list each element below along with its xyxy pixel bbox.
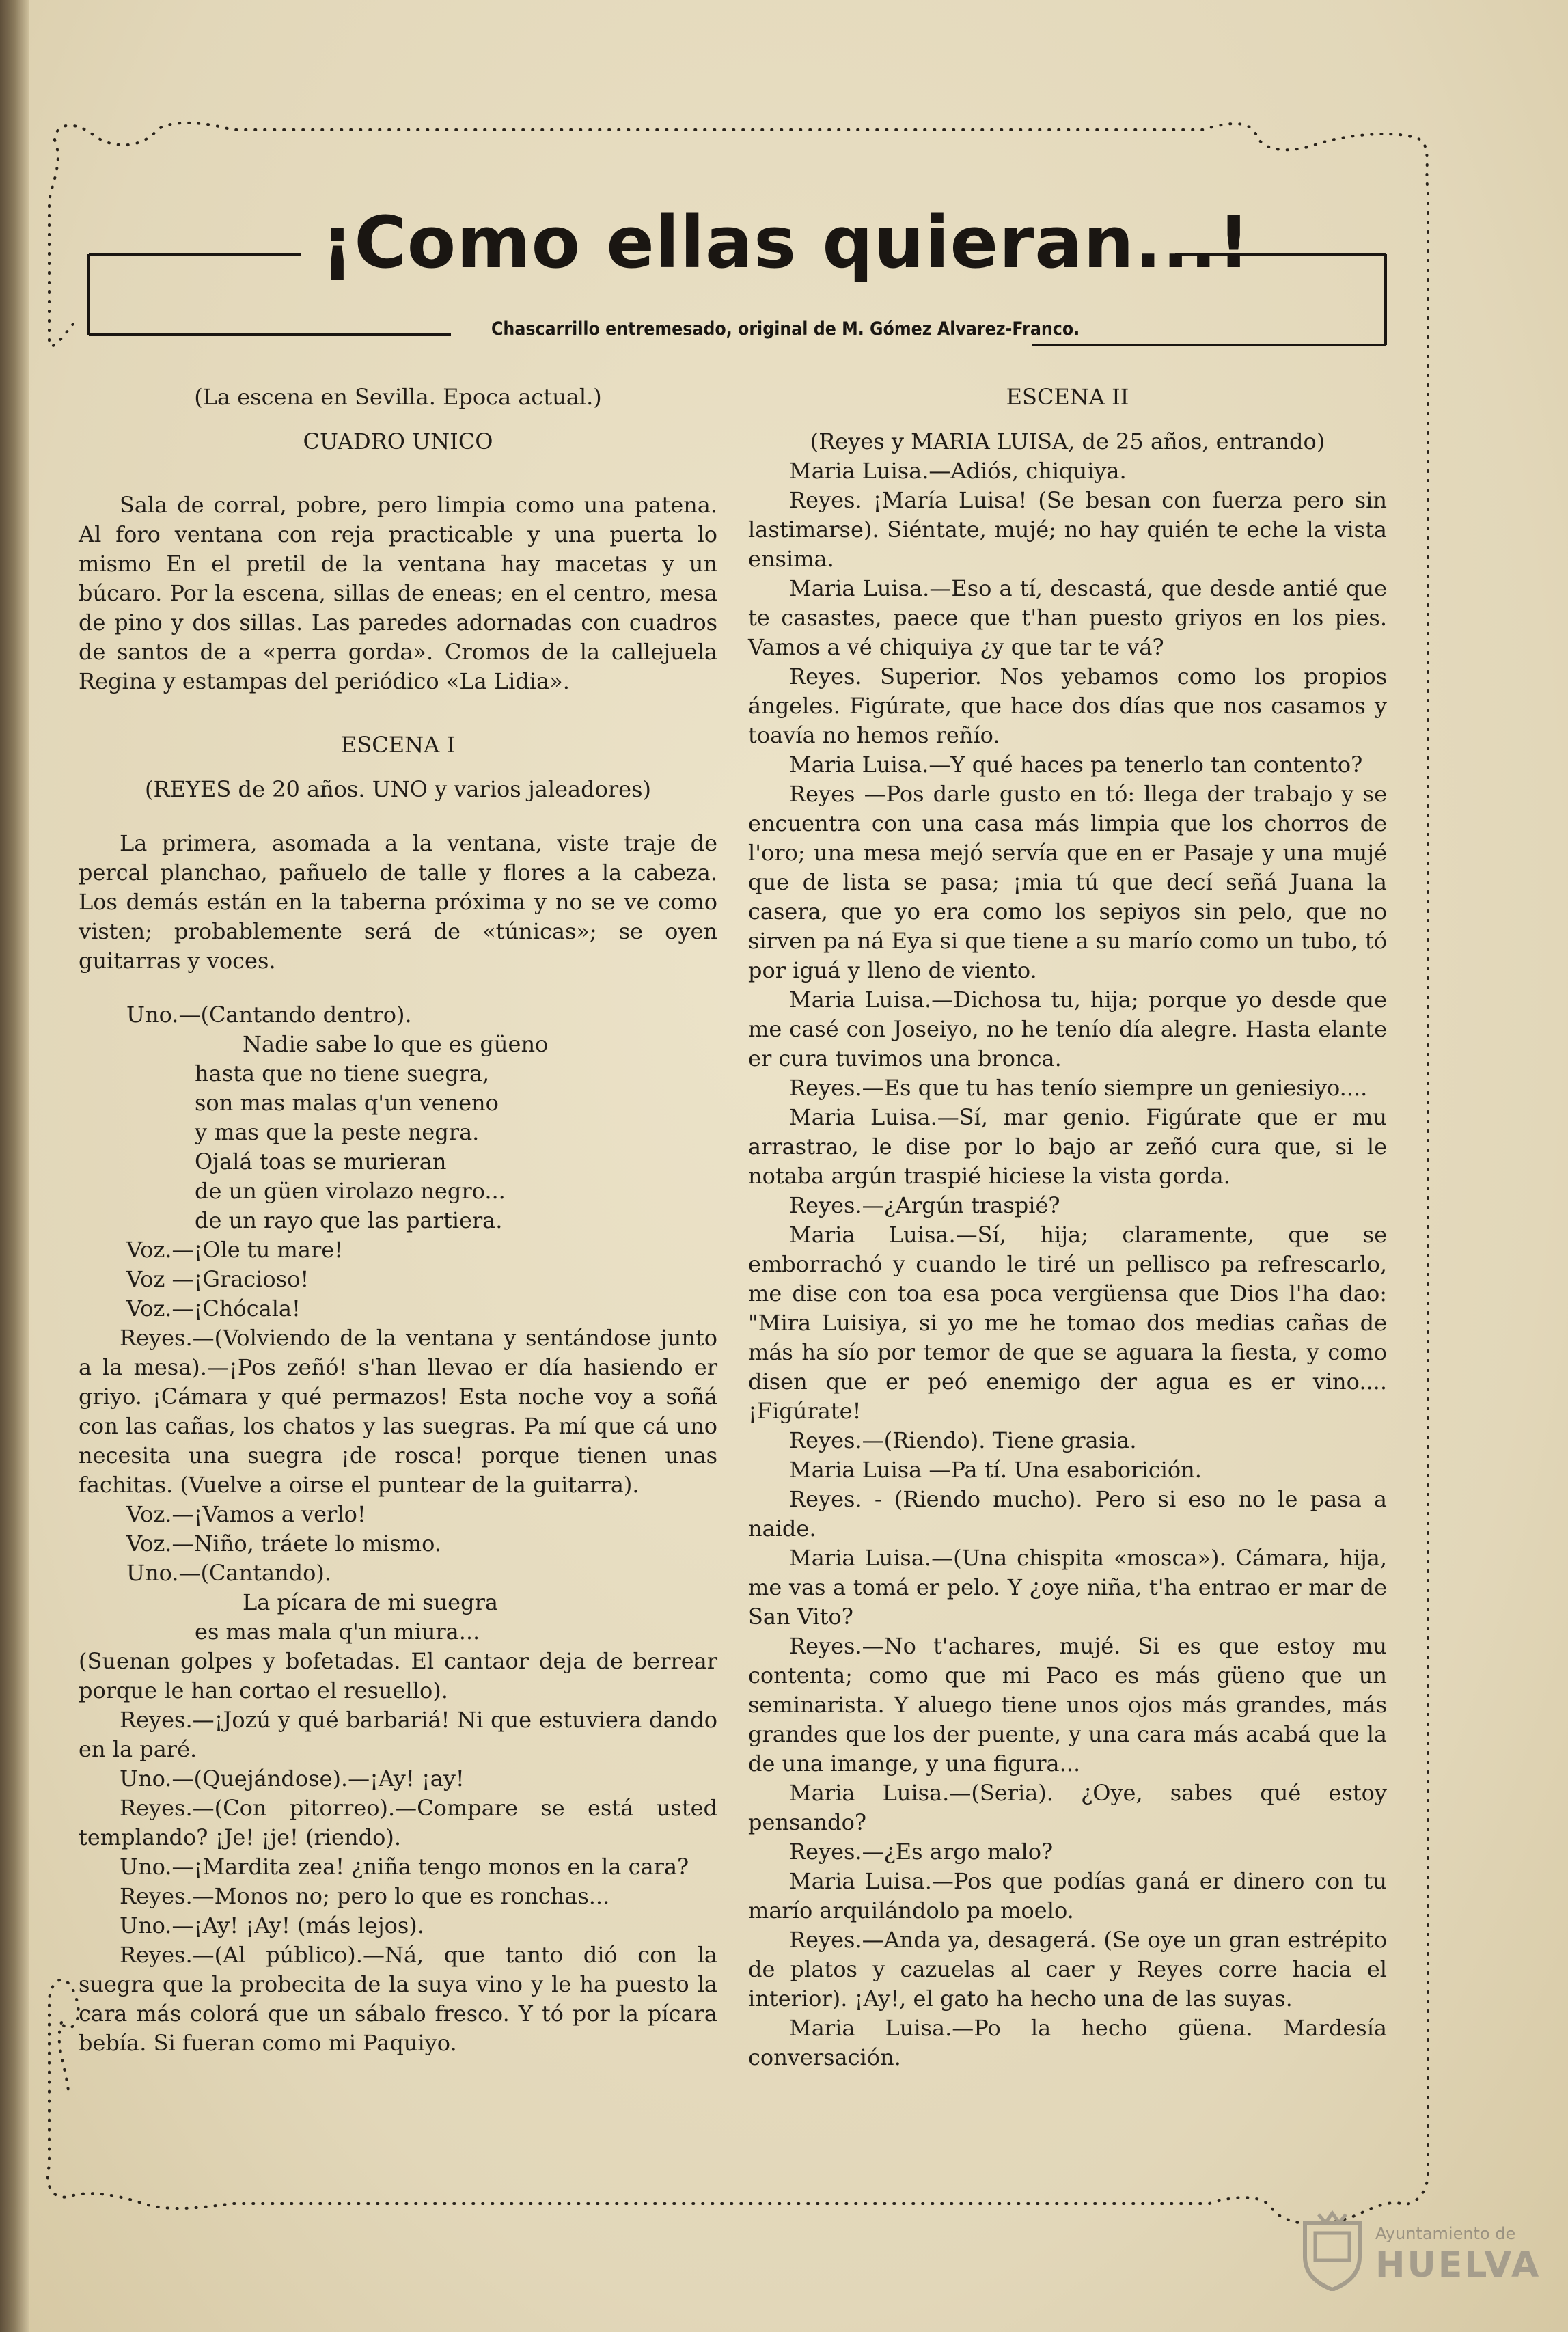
article-subtitle: Chascarrillo entremesado, original de M. Gómez Alvarez-Franco. xyxy=(491,318,1080,340)
paragraph: Reyes.—(Volviendo de la ventana y sentándose junto a la mesa).—¡Pos zeñó! s'han llevao er día hasiendo er griyo. ¡Cámara y qué permazos! Esta noche voy a soñá con las cañas, los chatos y las suegras. Pa mí que cá uno necesita una suegra ¡de rosca! porque tienen unas fachitas. (Vuelve a oirse el puntear de la guitarra). xyxy=(79,1325,717,1498)
paragraph: Reyes.—¿Es argo malo? xyxy=(789,1839,1054,1865)
paragraph: Maria Luisa.—Sí, hija; claramente, que se emborrachó y cuando le tiré un pellisco pa refrescarlo, me dise con toa esa poca vergüensa que Dios l'ha dao: "Mira Luisiya, si yo me he tomao dos medias cañas de más ha sío por temor de que se aguara la fiesta, y como disen que er peó enemigo der agua es er vino.... ¡Figúrate! xyxy=(748,1222,1387,1424)
paragraph: Uno.—(Cantando dentro). xyxy=(126,1002,412,1028)
paragraph: Voz —¡Gracioso! xyxy=(126,1266,310,1292)
paragraph: Reyes —Pos darle gusto en tó: llega der trabajo y se encuentra con una casa más limpia que los chorros de l'oro; una mesa mejó servía que en er Pasaje y una mujé que de lista se pasa; ¡mia tú que decí señá Juana la casera, que yo era como los sepiyos sin pelo, que no sirven pa ná Eya si que tiene a su marío como un tubo, tó por iguá y lleno de viento. xyxy=(748,781,1387,983)
paragraph: Maria Luisa.—(Una chispita «mosca»). Cámara, hija, me vas a tomá er pelo. Y ¿oye niña, t'ha entrao er mar de San Vito? xyxy=(748,1545,1387,1630)
paragraph: Maria Luisa.—Po la hecho güena. Mardesía conversación. xyxy=(748,2015,1387,2070)
paragraph: (Suenan golpes y bofetadas. El cantaor deja de berrear porque le han cortao el resuello). xyxy=(79,1648,717,1703)
paragraph: ESCENA II xyxy=(1006,384,1129,410)
paragraph: Reyes.—¿Argún traspié? xyxy=(789,1192,1060,1218)
paragraph: de un rayo que las partiera. xyxy=(195,1207,503,1233)
paragraph: Ojalá toas se murieran xyxy=(195,1149,447,1175)
paragraph: La primera, asomada a la ventana, viste traje de percal planchao, pañuelo de talle y flores a la cabeza. Los demás están en la taberna próxima y no se ve como visten; probablemente será de «túnicas»; se oyen guitarras y voces. xyxy=(79,830,717,974)
right-column xyxy=(748,383,1387,2072)
paragraph: Reyes.—(Riendo). Tiene grasia. xyxy=(789,1427,1137,1453)
paragraph: Maria Luisa.—Pos que podías ganá er dinero con tu marío arquilándolo pa moelo. xyxy=(748,1868,1387,1923)
logo-caption: Ayuntamiento de xyxy=(1375,2224,1516,2243)
paragraph: (La escena en Sevilla. Epoca actual.) xyxy=(194,384,602,410)
coat-of-arms-icon xyxy=(1295,2209,1370,2291)
paragraph: Reyes. Superior. Nos yebamos como los propios ángeles. Figúrate, que hace dos días que nos casamos y toavía no hemos reñío. xyxy=(748,663,1387,748)
paragraph: son mas malas q'un veneno xyxy=(195,1090,499,1116)
paragraph: Reyes.—(Con pitorreo).—Compare se está usted templando? ¡Je! ¡je! (riendo). xyxy=(79,1795,717,1850)
paragraph: Reyes.—Monos no; pero lo que es ronchas... xyxy=(120,1883,610,1909)
paragraph: hasta que no tiene suegra, xyxy=(195,1060,490,1086)
paragraph: Reyes.—Es que tu has tenío siempre un geniesiyo.... xyxy=(789,1075,1368,1101)
paragraph: Uno.—(Quejándose).—¡Ay! ¡ay! xyxy=(120,1766,465,1792)
paragraph: Maria Luisa.—Dichosa tu, hija; porque yo desde que me casé con Joseiyo, no he tenío día alegre. Hasta elante er cura tuvimos una bronca. xyxy=(748,987,1387,1071)
paragraph: Maria Luisa.—Y qué haces pa tenerlo tan contento? xyxy=(789,752,1363,778)
paragraph: Maria Luisa —Pa tí. Una esaborición. xyxy=(789,1457,1202,1483)
paragraph: CUADRO UNICO xyxy=(303,428,493,454)
paragraph: Reyes.—No t'achares, mujé. Si es que estoy mu contenta; como que mi Paco es más güeno que un seminarista. Y aluego tiene unos ojos más grandes, más grandes que los der puente, y una cara más acabá que la de una imange, y una figura... xyxy=(748,1633,1387,1777)
paragraph: Uno.—(Cantando). xyxy=(126,1560,332,1586)
left-column xyxy=(79,383,717,2058)
paragraph: Uno.—¡Ay! ¡Ay! (más lejos). xyxy=(120,1912,424,1938)
paragraph: Voz.—¡Ole tu mare! xyxy=(126,1237,344,1263)
paragraph: Voz.—¡Chócala! xyxy=(126,1295,301,1321)
paragraph: Reyes. ¡María Luisa! (Se besan con fuerza pero sin lastimarse). Siéntate, mujé; no hay quién te eche la vista ensima. xyxy=(748,487,1387,572)
paragraph: (Reyes y MARIA LUISA, de 25 años, entrando) xyxy=(810,428,1325,454)
paragraph: Reyes.—(Al público).—Ná, que tanto dió con la suegra que la probecita de la suya vino y le ha puesto la cara más colorá que un sábalo fresco. Y tó por la pícara bebía. Si fueran como mi Paquiyo. xyxy=(79,1942,717,2056)
paragraph: ESCENA I xyxy=(340,732,456,758)
paragraph: y mas que la peste negra. xyxy=(195,1119,480,1145)
paragraph: Maria Luisa.—Adiós, chiquiya. xyxy=(789,458,1127,484)
paragraph: Maria Luisa.—Eso a tí, descastá, que desde antié que te casastes, paece que t'han puesto griyos en los pies. Vamos a vé chiquiya ¿y que tar te vá? xyxy=(748,575,1387,660)
paragraph: Reyes. - (Riendo mucho). Pero si eso no le pasa a naide. xyxy=(748,1486,1387,1541)
paragraph: La pícara de mi suegra xyxy=(243,1589,498,1615)
paragraph: Voz.—Niño, tráete lo mismo. xyxy=(126,1531,441,1556)
paragraph: es mas mala q'un miura... xyxy=(195,1619,480,1645)
paragraph: Maria Luisa.—(Seria). ¿Oye, sabes qué estoy pensando? xyxy=(748,1780,1387,1835)
paragraph: Reyes.—Anda ya, desagerá. (Se oye un gran estrépito de platos y cazuelas al caer y Reyes corre hacia el interior). ¡Ay!, el gato ha hecho una de las suyas. xyxy=(748,1927,1387,2012)
paragraph: Maria Luisa.—Sí, mar genio. Figúrate que er mu arrastrao, le dise por lo bajo ar zeñó cura que, si le notaba argún traspié hiciese la vista gorda. xyxy=(748,1104,1387,1189)
paragraph: Nadie sabe lo que es güeno xyxy=(243,1031,549,1057)
article-title: ¡Como ellas quieran...! xyxy=(321,201,1251,284)
paragraph: Reyes.—¡Jozú y qué barbariá! Ni que estuviera dando en la paré. xyxy=(79,1707,717,1762)
paragraph: Sala de corral, pobre, pero limpia como una patena. Al foro ventana con reja practicable y una puerta lo mismo En el pretil de la ventana hay macetas y un búcaro. Por la escena, sillas de eneas; en el centro, mesa de pino y dos sillas. Las paredes adornadas con cuadros de santos de a «perra gorda». Cromos de la callejuela Regina y estampas del periódico «La Lidia». xyxy=(79,492,717,694)
paragraph: (REYES de 20 años. UNO y varios jaleadores) xyxy=(144,776,652,802)
huelva-council-logo xyxy=(1295,2197,1541,2299)
paragraph: Voz.—¡Vamos a verlo! xyxy=(126,1501,366,1527)
paragraph: de un güen virolazo negro... xyxy=(195,1178,506,1204)
paragraph: Uno.—¡Mardita zea! ¿niña tengo monos en la cara? xyxy=(120,1854,689,1880)
logo-name: HUELVA xyxy=(1375,2245,1541,2286)
